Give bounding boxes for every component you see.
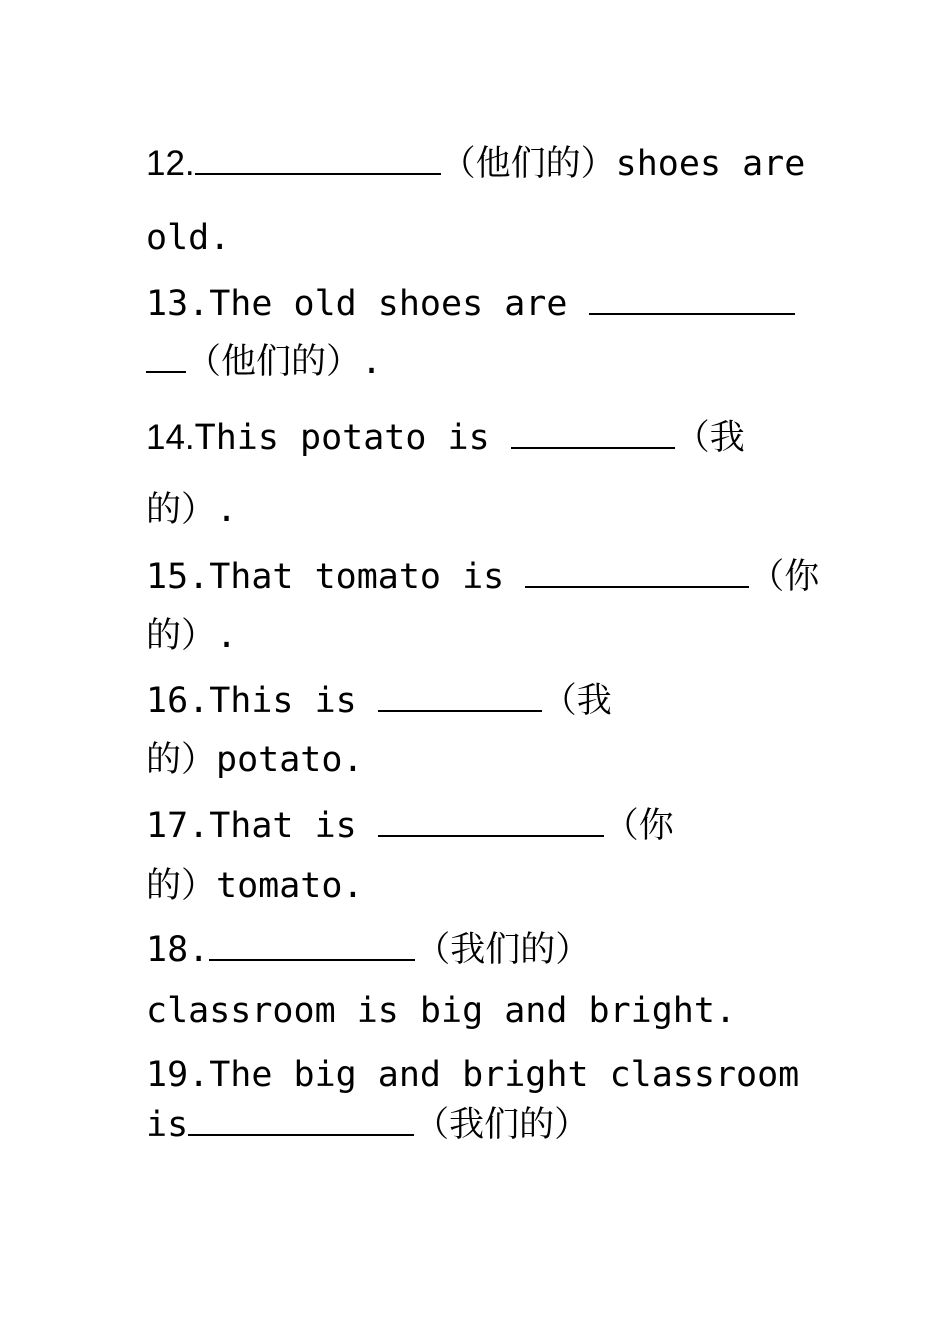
question-13-line-2 <box>146 340 382 384</box>
question-text: This potato is <box>194 418 511 458</box>
question-text: （你 <box>749 557 820 597</box>
question-17-line-2 <box>146 864 364 908</box>
question-14-line-1 <box>146 416 745 460</box>
answer-blank[interactable] <box>209 929 415 961</box>
question-text: is <box>146 1105 189 1145</box>
question-text: classroom is big and bright. <box>146 991 737 1031</box>
question-12-line-1 <box>146 142 805 186</box>
question-number: 12. <box>146 144 195 183</box>
question-text: This is <box>209 681 378 721</box>
question-18-line-2 <box>146 989 736 1033</box>
question-number: 19. <box>146 1055 210 1095</box>
answer-blank[interactable] <box>188 1104 414 1136</box>
answer-blank[interactable] <box>511 417 675 449</box>
question-number: 14. <box>146 418 195 457</box>
question-13-line-1 <box>146 282 795 326</box>
question-number: 15. <box>146 557 210 597</box>
question-text: （我们的） <box>414 1105 590 1145</box>
question-text: The old shoes are <box>209 284 589 324</box>
question-18-line-1 <box>146 928 590 972</box>
question-text: That is <box>209 806 378 846</box>
question-text: （他们的）. <box>186 342 383 382</box>
question-17-line-1 <box>146 804 674 848</box>
question-19-line-2 <box>146 1103 589 1147</box>
question-19-line-1 <box>146 1053 799 1097</box>
answer-blank[interactable] <box>195 143 441 175</box>
question-text: （我 <box>541 681 612 721</box>
question-text: （他们的）shoes are <box>440 144 806 184</box>
question-text: 的）tomato. <box>146 866 364 906</box>
question-15-line-1 <box>146 555 819 599</box>
question-text: The big and bright classroom <box>209 1055 800 1095</box>
question-number: 16. <box>146 681 210 721</box>
answer-blank[interactable] <box>378 680 542 712</box>
question-number: 17. <box>146 806 210 846</box>
question-text: 的）. <box>146 490 238 530</box>
question-12-line-2 <box>146 216 230 260</box>
question-text: （我 <box>674 418 745 458</box>
question-text: 的）. <box>146 616 238 656</box>
question-16-line-2 <box>146 738 364 782</box>
question-number: 18. <box>146 930 210 970</box>
question-text: old. <box>146 218 231 258</box>
question-text: （我们的） <box>415 930 591 970</box>
answer-blank[interactable] <box>378 805 604 837</box>
question-16-line-1 <box>146 679 612 723</box>
question-text: That tomato is <box>209 557 526 597</box>
answer-blank[interactable] <box>589 283 795 315</box>
question-text: （你 <box>603 806 674 846</box>
question-14-line-2 <box>146 488 237 532</box>
answer-blank[interactable] <box>525 556 749 588</box>
answer-blank-continued[interactable] <box>146 341 186 373</box>
question-15-line-2 <box>146 614 237 658</box>
question-text: 的）potato. <box>146 740 364 780</box>
question-number: 13. <box>146 284 210 324</box>
